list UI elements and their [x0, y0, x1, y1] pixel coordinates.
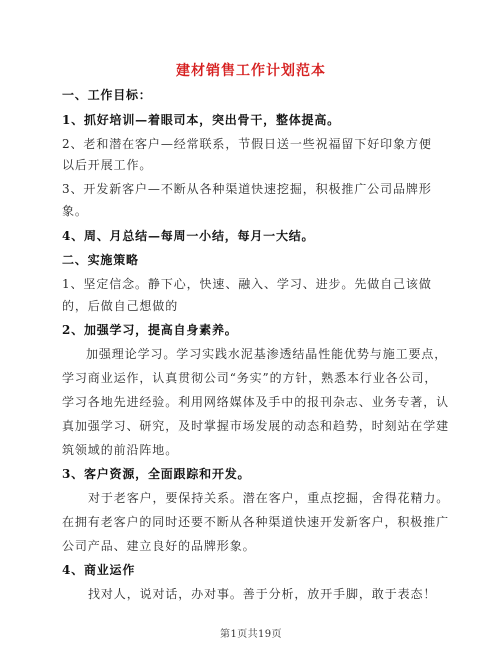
goal-item-2-line-2: 以后开展工作。 — [62, 158, 153, 172]
section-heading-strategy: 二、实施策略 — [62, 253, 139, 267]
goal-item-4: 4、周、月总结—每周一小结，每月一大结。 — [62, 229, 315, 243]
strategy-item-1-line-1: 1、坚定信念。静下心，快速、融入、学习、进步。先做自己该做 — [62, 277, 432, 291]
strategy-item-4-heading: 4、商业运作 — [62, 563, 136, 577]
strategy-item-3-para-line-3: 公司产品、建立良好的品牌形象。 — [62, 539, 256, 553]
goal-item-2-line-1: 2、老和潜在客户—经常联系，节假日送一些祝福留下好印象方便 — [62, 137, 432, 151]
strategy-item-2-para-line-2: 学习商业运作，认真贯彻公司“务实”的方针，熟悉本行业各公司， — [62, 371, 438, 385]
page-number-footer: 第1页共19页 — [220, 629, 282, 640]
goal-item-3-line-2: 象。 — [62, 204, 88, 218]
document-title: 建材销售工作计划范本 — [176, 63, 326, 79]
section-heading-goals: 一、工作目标： — [62, 88, 152, 102]
strategy-item-3-heading: 3、客户资源，全面跟踪和开发。 — [62, 467, 251, 481]
strategy-item-2-para-line-5: 筑领域的前沿阵地。 — [62, 443, 179, 457]
goal-item-3-line-1: 3、开发新客户—不断从各种渠道快速挖掘，积极推广公司品牌形 — [62, 182, 432, 196]
goal-item-1: 1、抓好培训—着眼司本，突出骨干，整体提高。 — [62, 113, 340, 127]
strategy-item-2-heading: 2、加强学习，提高自身素养。 — [62, 323, 238, 337]
strategy-item-1-line-2: 的，后做自己想做的 — [62, 299, 179, 313]
strategy-item-3-para-line-1: 对于老客户，要保持关系。潜在客户，重点挖掘，舍得花精力。 — [88, 491, 450, 505]
strategy-item-2-para-line-4: 真加强学习、研究，及时掌握市场发展的动态和趋势，时刻站在学建 — [62, 419, 450, 433]
strategy-item-2-para-line-3: 学习各地先进经验。利用网络媒体及手中的报刊杂志、业务专著，认 — [62, 395, 450, 409]
strategy-item-2-para-line-1: 加强理论学习。学习实践水泥基渗透结晶性能优势与施工要点， — [86, 347, 448, 361]
strategy-item-4-para-line-1: 找对人，说对话，办对事。善于分析，放开手脚，敢于表态！ — [88, 587, 437, 601]
strategy-item-3-para-line-2: 在拥有老客户的同时还要不断从各种渠道快速开发新客户，积极推广 — [62, 515, 450, 529]
